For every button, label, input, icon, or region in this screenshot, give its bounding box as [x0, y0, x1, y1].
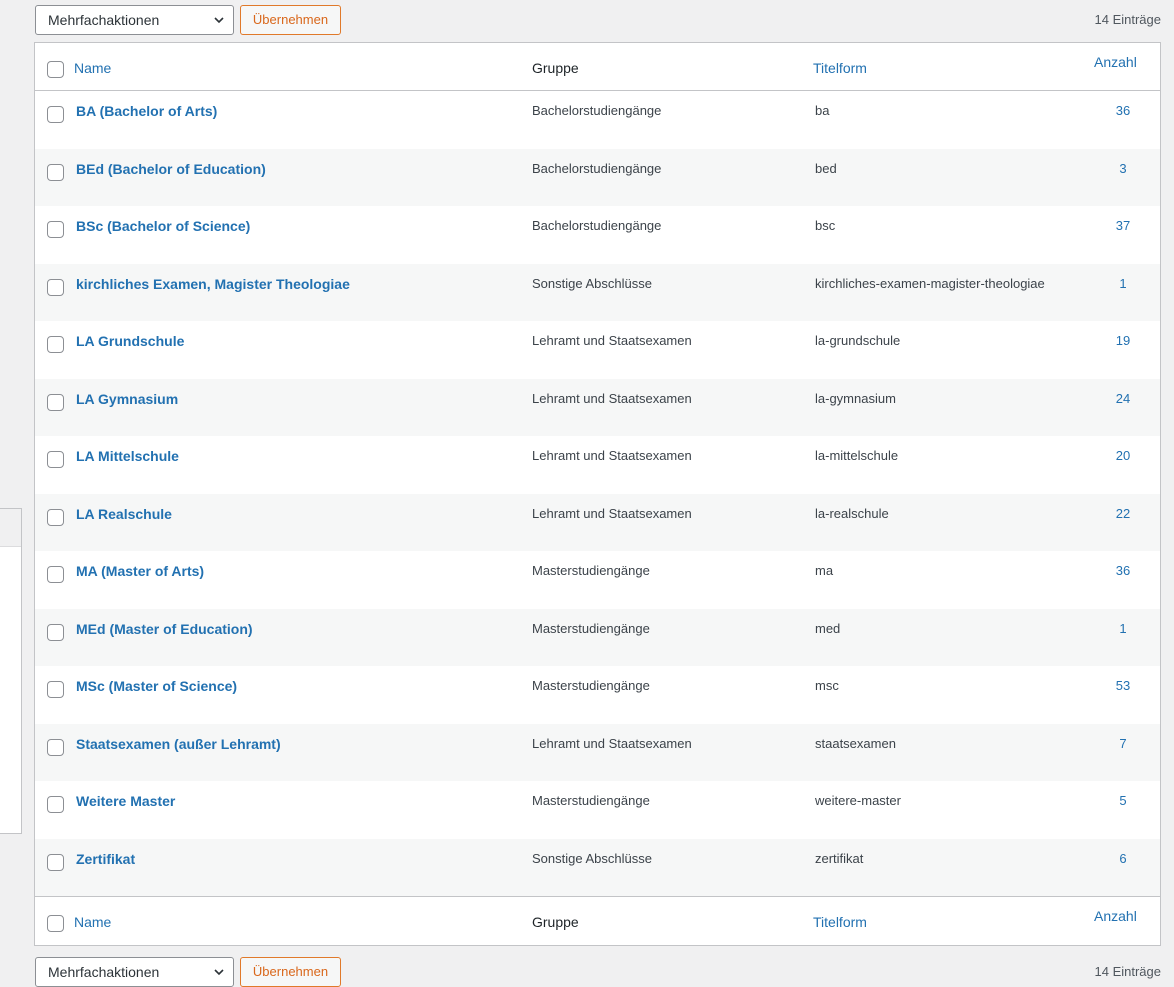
term-name-link[interactable]: Zertifikat [76, 850, 136, 867]
column-count-sort-bottom[interactable]: Anzahl [1094, 908, 1137, 924]
term-slug: bsc [815, 218, 836, 233]
row-checkbox[interactable] [47, 106, 64, 123]
term-count-link[interactable]: 53 [1115, 678, 1131, 693]
row-checkbox[interactable] [47, 796, 64, 813]
table-row [35, 379, 1160, 437]
term-name-link[interactable]: kirchliches Examen, Magister Theologiae [76, 275, 350, 292]
table-row [35, 436, 1160, 494]
select-all-checkbox[interactable] [47, 61, 64, 78]
term-count-link[interactable]: 20 [1115, 448, 1131, 463]
term-count-link[interactable]: 7 [1119, 735, 1127, 751]
row-checkbox[interactable] [47, 624, 64, 641]
term-slug: la-realschule [815, 505, 889, 521]
table-body [35, 91, 1160, 896]
term-slug: la-mittelschule [815, 448, 899, 463]
term-slug: staatsexamen [815, 735, 896, 751]
term-group: Lehramt und Staatsexamen [532, 333, 692, 348]
row-checkbox[interactable] [47, 394, 64, 411]
term-name-link[interactable]: LA Grundschule [76, 333, 185, 349]
bulk-actions-label-bottom: Mehrfachaktionen [48, 964, 160, 980]
row-checkbox[interactable] [47, 854, 64, 871]
term-slug: la-gymnasium [815, 390, 896, 406]
term-group: Masterstudiengänge [532, 563, 650, 578]
term-slug: weitere-master [815, 793, 901, 808]
term-slug: la-grundschule [815, 333, 901, 348]
term-count-link[interactable]: 1 [1119, 275, 1127, 291]
column-slug-sort-bottom[interactable]: Titelform [813, 914, 867, 930]
term-count-link[interactable]: 5 [1119, 793, 1127, 808]
term-slug: ba [815, 103, 830, 118]
term-count-link[interactable]: 36 [1115, 563, 1131, 578]
term-name-link[interactable]: MA (Master of Arts) [76, 563, 205, 579]
term-group: Bachelorstudiengänge [532, 103, 662, 118]
bulk-actions-select[interactable] [35, 5, 234, 35]
term-group: Bachelorstudiengänge [532, 218, 662, 233]
table-row [35, 724, 1160, 782]
table-row [35, 206, 1160, 264]
row-checkbox[interactable] [47, 566, 64, 583]
side-panel-tab[interactable] [0, 509, 21, 547]
row-checkbox[interactable] [47, 221, 64, 238]
term-count-link[interactable]: 3 [1119, 160, 1127, 176]
table-row [35, 781, 1160, 839]
term-count-link[interactable]: 24 [1115, 390, 1131, 406]
table-row [35, 551, 1160, 609]
term-name-link[interactable]: LA Realschule [76, 505, 172, 522]
term-count-link[interactable]: 19 [1115, 333, 1131, 348]
term-group: Masterstudiengänge [532, 620, 650, 636]
chevron-down-icon [213, 14, 225, 26]
term-count-link[interactable]: 6 [1119, 850, 1127, 866]
tablenav-top [35, 5, 1161, 35]
term-count-link[interactable]: 37 [1115, 218, 1131, 233]
items-count: 14 Einträge [1094, 12, 1161, 27]
term-group: Masterstudiengänge [532, 793, 650, 808]
bulk-actions-label: Mehrfachaktionen [48, 12, 160, 28]
term-name-link[interactable]: Weitere Master [76, 793, 176, 809]
term-name-link[interactable]: MEd (Master of Education) [76, 620, 253, 637]
term-name-link[interactable]: LA Mittelschule [76, 448, 179, 464]
row-checkbox[interactable] [47, 279, 64, 296]
column-slug-sort[interactable]: Titelform [813, 60, 867, 76]
table-row [35, 839, 1160, 897]
side-panel [0, 508, 22, 834]
table-row [35, 149, 1160, 207]
row-checkbox[interactable] [47, 509, 64, 526]
column-group: Gruppe [532, 60, 579, 76]
term-slug: zertifikat [815, 850, 864, 866]
term-slug: bed [815, 160, 837, 176]
term-name-link[interactable]: LA Gymnasium [76, 390, 179, 407]
term-group: Lehramt und Staatsexamen [532, 505, 692, 521]
column-name-sort-bottom[interactable]: Name [74, 914, 112, 930]
row-checkbox[interactable] [47, 164, 64, 181]
term-name-link[interactable]: BEd (Bachelor of Education) [76, 160, 266, 177]
term-slug: ma [815, 563, 834, 578]
term-name-link[interactable]: MSc (Master of Science) [76, 678, 238, 694]
term-count-link[interactable]: 22 [1115, 505, 1131, 521]
table-row [35, 494, 1160, 552]
table-footer [35, 896, 1160, 944]
term-name-link[interactable]: BA (Bachelor of Arts) [76, 103, 218, 119]
term-slug: msc [815, 678, 839, 693]
table-row [35, 91, 1160, 149]
select-all-checkbox-bottom[interactable] [47, 915, 64, 932]
column-count-sort[interactable]: Anzahl [1094, 54, 1137, 70]
term-slug: med [815, 620, 841, 636]
row-checkbox[interactable] [47, 336, 64, 353]
term-group: Bachelorstudiengänge [532, 160, 662, 176]
table-row [35, 666, 1160, 724]
term-group: Lehramt und Staatsexamen [532, 390, 692, 406]
row-checkbox[interactable] [47, 739, 64, 756]
table-row [35, 264, 1160, 322]
apply-button[interactable]: Übernehmen [240, 5, 341, 35]
column-name-sort[interactable]: Name [74, 60, 112, 76]
apply-button-bottom[interactable]: Übernehmen [240, 957, 341, 987]
tablenav-bottom [35, 957, 1161, 987]
term-group: Lehramt und Staatsexamen [532, 448, 692, 463]
table-row [35, 609, 1160, 667]
table-row [35, 321, 1160, 379]
term-group: Lehramt und Staatsexamen [532, 735, 692, 751]
items-count-bottom: 14 Einträge [1094, 964, 1161, 979]
term-count-link[interactable]: 1 [1119, 620, 1127, 636]
chevron-down-icon [213, 966, 225, 978]
column-group-bottom: Gruppe [532, 914, 579, 930]
row-checkbox[interactable] [47, 681, 64, 698]
bulk-actions-select-bottom[interactable] [35, 957, 234, 987]
terms-table [34, 42, 1161, 946]
table-header [35, 43, 1160, 91]
term-group: Masterstudiengänge [532, 678, 650, 693]
term-name-link[interactable]: BSc (Bachelor of Science) [76, 218, 251, 234]
term-group: Sonstige Abschlüsse [532, 275, 652, 291]
term-name-link[interactable]: Staatsexamen (außer Lehramt) [76, 735, 281, 752]
term-count-link[interactable]: 36 [1115, 103, 1131, 118]
term-group: Sonstige Abschlüsse [532, 850, 652, 866]
term-slug: kirchliches-examen-magister-theologiae [815, 275, 1045, 291]
row-checkbox[interactable] [47, 451, 64, 468]
